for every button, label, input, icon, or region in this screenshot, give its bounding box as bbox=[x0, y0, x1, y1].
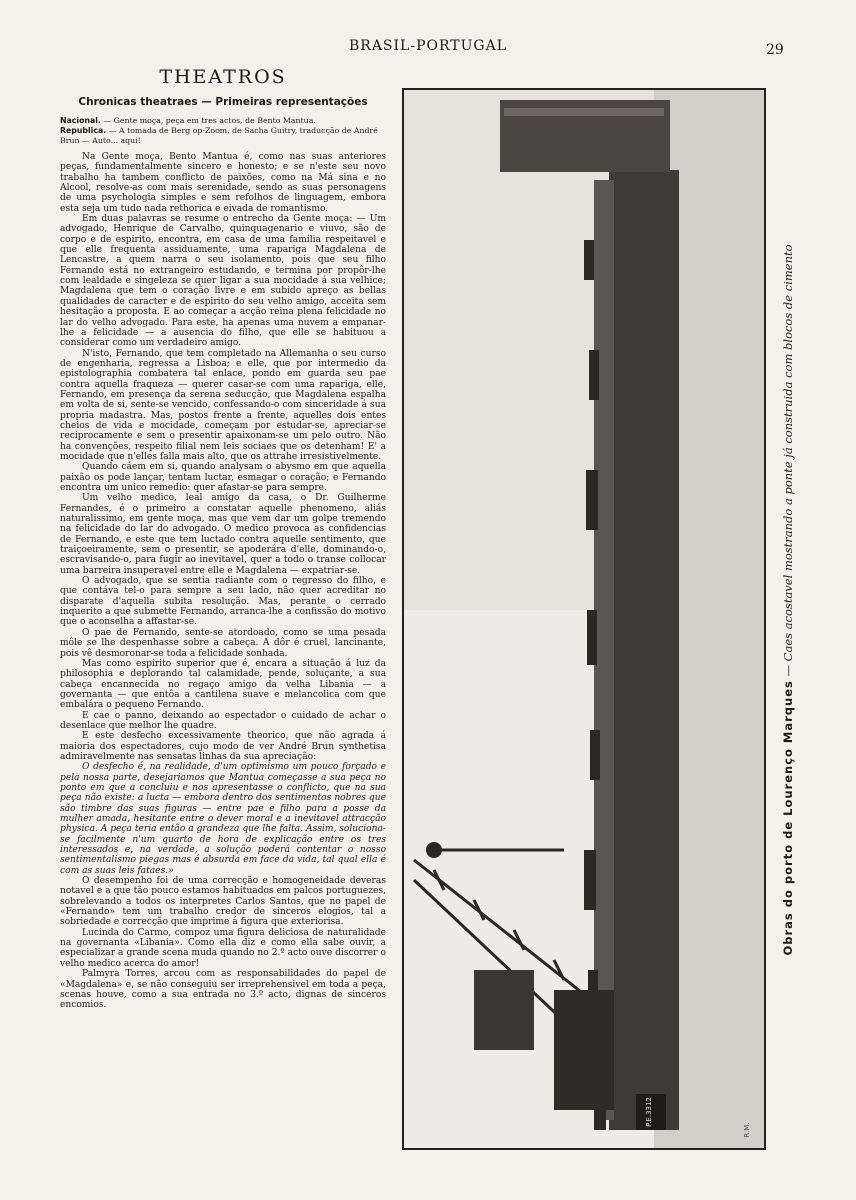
paragraph: O desempenho foi de uma correcção e homogeneidade deveras notavel e a que tão pouco estamos habituados em palcos portuguezes, sobrelevando a todos os interpretes Carlos Santos, que no papel de «Fernando» tem um trabalho credor de sinceros elogios, tal a sobriedade e correcção que imprime á figura que exteriorisa. bbox=[60, 876, 386, 928]
listing-text: — Gente moça, peça em tres actos, de Bento Mantua. bbox=[103, 116, 316, 125]
caption-title: Obras do porto de Lourenço Marques bbox=[781, 680, 795, 956]
quoted-paragraph: O desfecho é, na realidade, d'um optimismo um pouco forçado e pela nossa parte, desejariamos que Mantua começasse a sua peça no ponto em que a concluiu e nos apresentasse o conflicto, que na sua peça não existe: a lucta — embora dentro dos sentimentos nobres que são timbre das suas figuras — entre pae e filho para a posse da mulher amada, hesitante entre o dever moral e a inevitavel attracção physica. A peça teria então a grandeza que lhe falta. Assim, soluciona-se facilmente n'um quarto de hora de explicação entre os tres interessados e, na verdade, a solução poderá contentar o nosso sentimentalismo piegas mas é absurda em face da vida, tal qual ella é com as suas leis fataes.» bbox=[60, 762, 386, 876]
crane-plate: P.E.3312 bbox=[645, 1097, 653, 1127]
paragraph: O pae de Fernando, sente-se atordoado, como se uma pesada môle se lhe despenhasse sobre a cabeça. A dôr é cruel, lancinante, pois vê desmoronar-se toda a felicidade sonhada. bbox=[60, 627, 386, 659]
listing-text: — A tomada de Berg op-Zoom, de Sacha Guitry, traducção de André Brun — Auto... aqui! bbox=[60, 126, 378, 145]
harbour-photo-illustration bbox=[404, 90, 764, 1148]
article-body bbox=[60, 152, 386, 1011]
caption-description: — Caes acostavel mostrando a ponte já construida com blocos de cimento bbox=[781, 244, 795, 677]
listing-venue: Nacional. bbox=[60, 116, 101, 125]
page-number: 29 bbox=[766, 42, 784, 58]
paragraph: Lucinda do Carmo, compoz uma figura deliciosa de naturalidade na governanta «Libania». Como ella diz e como ella sabe ouvir, a especializar a grande scena muda quando no 2.º acto ouve discorrer o velho medico acerca do amor! bbox=[60, 927, 386, 969]
section-title: THEATROS bbox=[159, 66, 287, 88]
listing-venue: Republica. bbox=[60, 126, 107, 135]
paragraph: Na Gente moça, Bento Mantua é, como nas suas anteriores peças, fundamentalmente sincero e honesto; e se n'este seu novo trabalho ha tambem conflicto de paixões, como na Má sina e no Alcool, resolve-as com mais serenidade, sendo as suas personagens de uma psychologia simples e sem refolhos de linguagem, embora esta seja um tudo nada rethorica e eivada de romantismo. bbox=[60, 152, 386, 214]
article-column bbox=[60, 66, 386, 1011]
paragraph: N'isto, Fernando, que tem completado na Allemanha o seu curso de engenharia, regressa a Lisboa; e elle, que por intermedio da epistolographia combatera tal enlace, pondo em guarda seu pae contra aquella fraqueza — querer casar-se com uma rapariga, elle, Fernando, em presença da serena seducção, que Magdalena espalha em volta de si, sente-se vencido, confessando-o com sinceridade á sua propria madastra. Mas, postos frente a frente, aquelles dois entes cheios de vida e mocidade, começam por estudar-se, apreciar-se reciprocamente e sem o presentir apaixonam-se um pelo outro. Não ha convenções, respeito filial nem leis sociaes que os detenham! E' a mocidade que n'elles falla mais alto, que os attrahe irresistivelmente. bbox=[60, 348, 386, 462]
paragraph: E cae o panno, deixando ao espectador o cuidado de achar o desenlace que melhor lhe quadre. bbox=[60, 710, 386, 731]
photo-caption bbox=[770, 244, 806, 956]
running-head: BRASIL-PORTUGAL bbox=[348, 38, 507, 54]
paragraph: Palmyra Torres, arcou com as responsabilidades do papel de «Magdalena» e, se não conseguiu ser irreprehensivel em toda a peça, scenas houve, como a sua entrada no 3.º acto, dignas de sinceros encomios. bbox=[60, 969, 386, 1011]
section-subtitle: Chronicas theatraes — Primeiras representações bbox=[78, 96, 368, 108]
paragraph: O advogado, que se sentia radiante com o regresso do filho, e que contáva tel-o para sempre a seu lado, não quer acreditar no disparate d'aquella subita resolução. Mas, perante o cerrado inquerito a que submette Fernando, arranca-lhe a confissão do motivo que o aconselha a affastar-se. bbox=[60, 576, 386, 628]
paragraph: Um velho medico, leal amigo da casa, o Dr. Guilherme Fernandes, é o primeiro a constatar aquelle phenomeno, aliás naturalissimo, em gente moça, mas que vem dar um golpe tremendo na felicidade do lar do advogado. O medico provoca as confidencias de Fernando, e este que tem luctado contra aquelle sentimento, que traiçoeiramente, sem o presentir, se apoderára d'elle, dominando-o, escravisando-o, para fugir ao inevitavel, quer a todo o transe collocar uma barreira insuperavel entre elle e Magdalena — expatriar-se. bbox=[60, 493, 386, 576]
pier-structure bbox=[609, 170, 679, 1130]
paragraph: Quando cáem em si, quando analysam o abysmo em que aquella paixão os pode lançar, tentam luctar, esmagar o coração; e Fernando encontra um unico remedio: quer afastar-se para sempre. bbox=[60, 462, 386, 493]
paragraph: E este desfecho excessivamente theorico, que não agrada á maioria dos espectadores, cujo modo de ver André Brun synthetisa admiravelmente nas sensatas linhas da sua apreciação: bbox=[60, 731, 386, 762]
paragraph: Em duas palavras se resume o entrecho da Gente moça: — Um advogado, Henrique de Carvalho, quinquagenario e viuvo, são de corpo e de espirito, encontra, em casa de uma familia respeitavel e que elle frequenta assiduamente, uma rapariga Magdalena de Lencastre, a quem narra o seu isolamento, pois que seu filho Fernando está no extrangeiro estudando, e termina por propôr-lhe com lealdade e singeleza se quer ligar a sua mocidade á sua velhice; Magdalena que tem o coração livre e em subido apreço as bellas qualidades de caracter e de espirito do seu velho amigo, acceita sem hesitação a proposta. E ao começar a acção reina plena felicidade no lar do velho advogado. Para este, ha apenas uma nuvem a empanar-lhe a felicidade — a ausencia do filho, que elle se habituou a considerar como um verdadeiro amigo. bbox=[60, 214, 386, 349]
harbour-photo bbox=[402, 88, 766, 1150]
paragraph: Mas como espirito superior que é, encara a situação á luz da philosophia e deplorando tal calamidade, pende, soluçante, a sua cabeça encannecida no regaço amigo da velha Libania — a governanta — que entôa a cantilena suave e melancolica com que embalára o pequeno Fernando. bbox=[60, 658, 386, 711]
listing-nacional bbox=[60, 116, 386, 146]
photographer-signature: R.M. bbox=[743, 1122, 751, 1138]
